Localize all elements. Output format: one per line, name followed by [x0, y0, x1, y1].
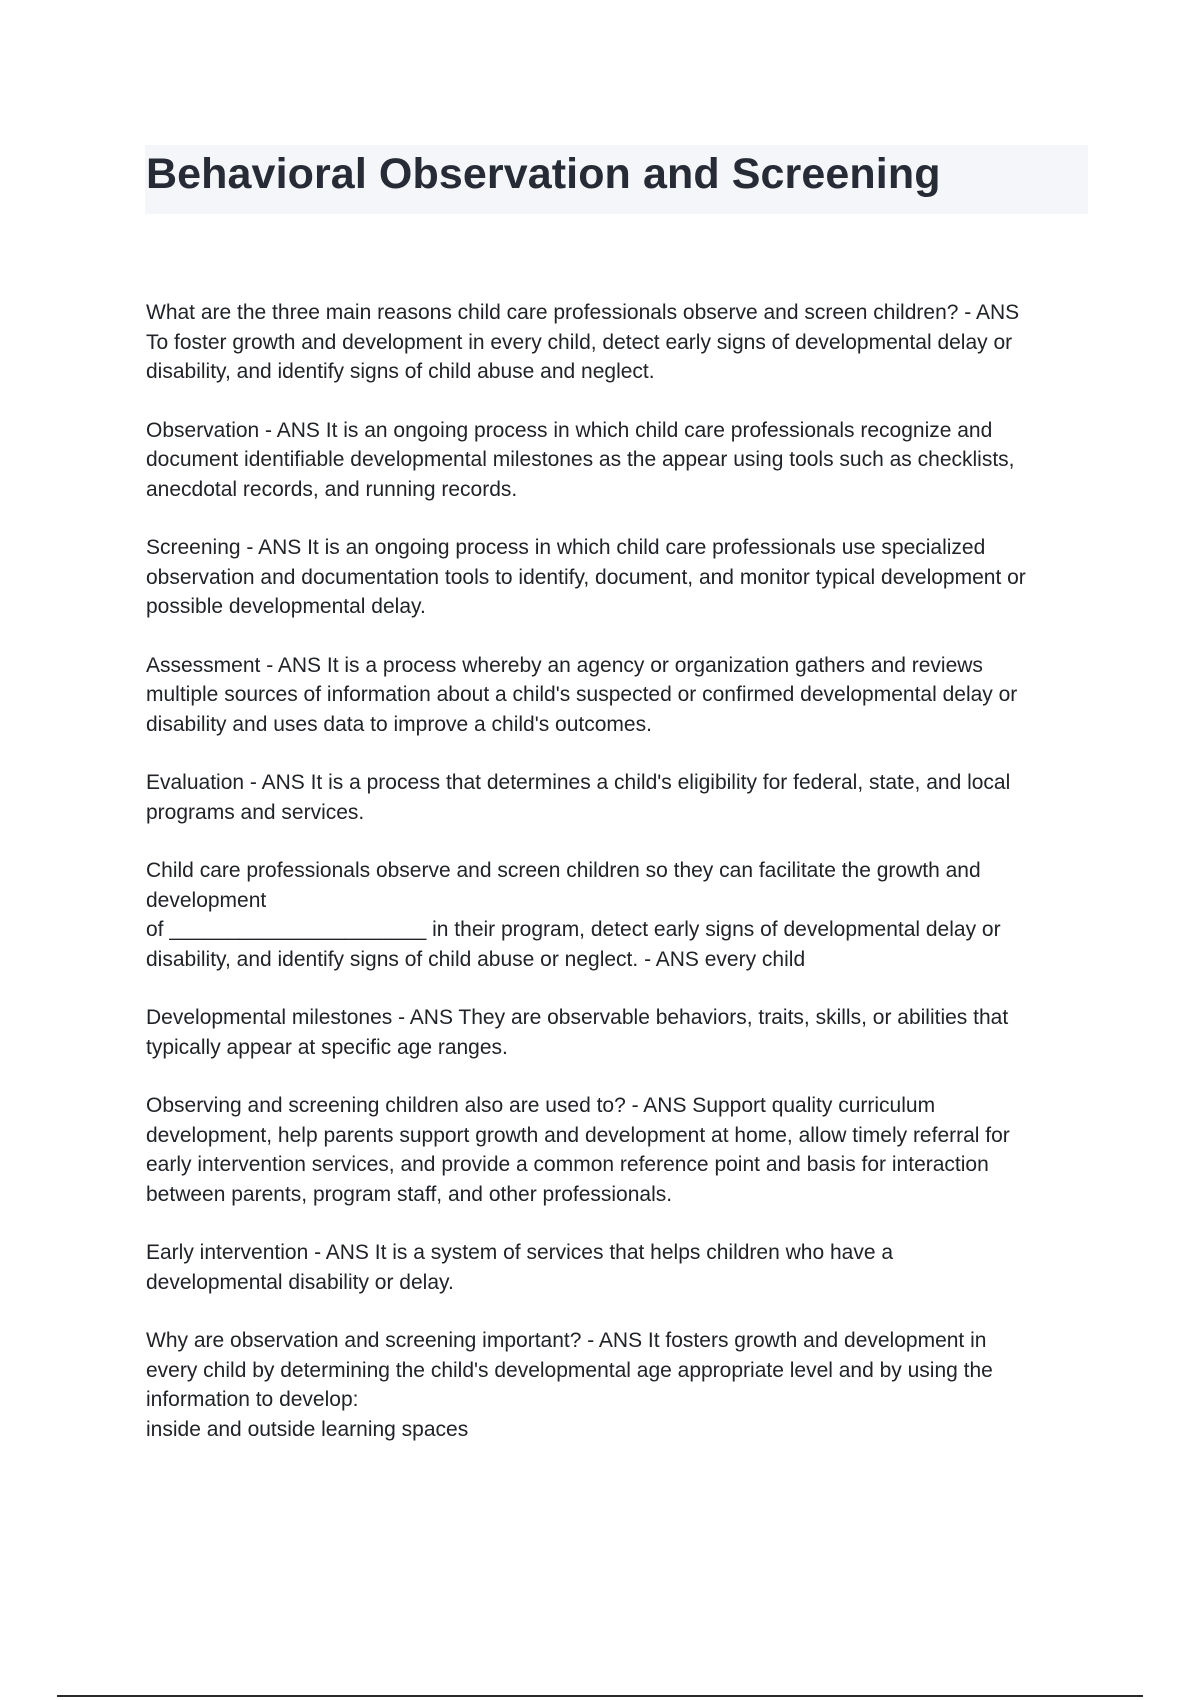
page-title: Behavioral Observation and Screening [146, 150, 941, 198]
qa-item-also-used: Observing and screening children also are used to? - ANS Support quality curriculum development, help parents support growth and development at home, allow timely referral for early intervention services, and provide a common reference point and basis for interaction between parents, program staff, and other professionals. [146, 1094, 1010, 1206]
qa-item-milestones: Developmental milestones - ANS They are observable behaviors, traits, skills, or abilities that typically appear at specific age ranges. [146, 1006, 1009, 1059]
qa-item-evaluation: Evaluation - ANS It is a process that determines a child's eligibility for federal, state, and local programs and services. [146, 771, 1011, 824]
qa-item-assessment: Assessment - ANS It is a process whereby an agency or organization gathers and reviews multiple sources of information about a child's suspected or confirmed developmental delay or disability and uses data to improve a child's outcomes. [146, 653, 1018, 736]
page-bottom-divider [57, 1695, 1143, 1697]
qa-item-every-child: Child care professionals observe and screen children so they can facilitate the growth and development of ______________________ in their program, detect early signs of developmental delay or disability, and identify signs of child abuse or neglect. - ANS every child [146, 859, 1001, 971]
title-block [145, 145, 1088, 214]
qa-item-early-intervention: Early intervention - ANS It is a system of services that helps children who have a developmental disability or delay. [146, 1241, 894, 1294]
qa-item-importance: Why are observation and screening important? - ANS It fosters growth and development in every child by determining the child's developmental age appropriate level and by using the information to develop: inside and outside learning spaces [146, 1329, 993, 1441]
qa-item-reasons: What are the three main reasons child care professionals observe and screen children? - ANS To foster growth and development in every child, detect early signs of developmental delay or disability, and identify signs of child abuse and neglect. [146, 301, 1020, 383]
qa-item-screening: Screening - ANS It is an ongoing process in which child care professionals use specialized observation and documentation tools to identify, document, and monitor typical development or possible developmental delay. [146, 536, 1026, 618]
qa-item-observation: Observation - ANS It is an ongoing process in which child care professionals recognize and document identifiable developmental milestones as the appear using tools such as checklists, anecdotal records, and running records. [146, 418, 1015, 501]
qa-list [146, 298, 1091, 1473]
